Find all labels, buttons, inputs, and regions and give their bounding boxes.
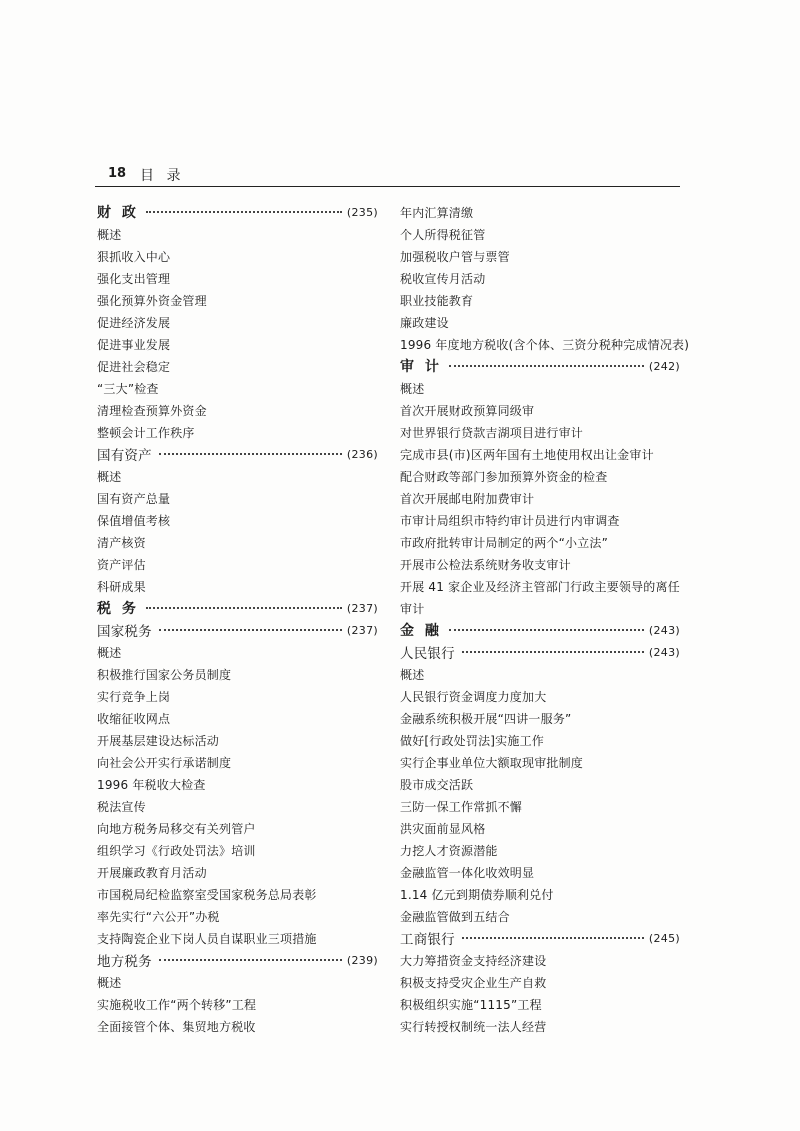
toc-entry-title: 支持陶瓷企业下岗人员自谋职业三项措施 bbox=[97, 931, 317, 946]
toc-entry bbox=[400, 575, 680, 597]
toc-entry bbox=[97, 883, 378, 905]
toc-entry-title: 开展廉政教育月活动 bbox=[97, 865, 207, 880]
toc-entry bbox=[97, 399, 378, 421]
toc-entry bbox=[400, 377, 680, 399]
toc-entry bbox=[97, 223, 378, 245]
toc-page-number: (245) bbox=[648, 931, 680, 945]
toc-entry-title: 税法宣传 bbox=[97, 799, 146, 814]
toc-column-right bbox=[400, 201, 690, 1037]
toc-entry-title: 收缩征收网点 bbox=[97, 711, 171, 726]
toc-entry bbox=[97, 245, 378, 267]
toc-entry-title: 促进经济发展 bbox=[97, 315, 171, 330]
toc-entry-title: 年内汇算清缴 bbox=[400, 205, 474, 220]
toc-entry bbox=[97, 685, 378, 707]
toc-entry-title: 开展 41 家企业及经济主管部门行政主要领导的离任 bbox=[400, 579, 680, 594]
toc-entry-title: 开展基层建设达标活动 bbox=[97, 733, 220, 748]
toc-entry bbox=[97, 641, 378, 663]
toc-entry-title: 全面接管个体、集贸地方税收 bbox=[97, 1019, 256, 1034]
toc-entry bbox=[400, 729, 680, 751]
toc-entry-title: 税收宣传月活动 bbox=[400, 271, 486, 286]
toc-entry-title: 清产核资 bbox=[97, 535, 146, 550]
toc-entry bbox=[400, 245, 680, 267]
toc-entry-title: 市政府批转审计局制定的两个“小立法” bbox=[400, 535, 609, 550]
toc-entry bbox=[400, 465, 680, 487]
toc-page-number: (243) bbox=[648, 645, 680, 659]
toc-entry bbox=[400, 949, 680, 971]
toc-entry bbox=[97, 861, 378, 883]
toc-entry bbox=[400, 531, 680, 553]
dot-leader bbox=[146, 607, 342, 609]
toc-entry-title: 积极推行国家公务员制度 bbox=[97, 667, 232, 682]
dot-leader bbox=[449, 629, 644, 631]
toc-entry bbox=[97, 1015, 378, 1037]
toc-entry bbox=[400, 333, 690, 355]
toc-heading bbox=[97, 443, 378, 465]
toc-heading-title: 审 计 bbox=[400, 359, 442, 375]
toc-entry-title: 保值增值考核 bbox=[97, 513, 171, 528]
toc-entry bbox=[400, 509, 680, 531]
toc-entry-title: 金融监管做到五结合 bbox=[400, 909, 510, 924]
toc-heading bbox=[400, 927, 680, 949]
toc-entry bbox=[97, 839, 378, 861]
toc-entry bbox=[97, 707, 378, 729]
dot-leader bbox=[159, 453, 342, 455]
toc-heading bbox=[400, 355, 680, 377]
toc-entry bbox=[400, 289, 680, 311]
toc-entry bbox=[97, 311, 378, 333]
toc-entry bbox=[400, 399, 680, 421]
toc-entry bbox=[400, 993, 680, 1015]
toc-entry-title: 狠抓收入中心 bbox=[97, 249, 171, 264]
toc-heading-title: 地方税务 bbox=[97, 954, 152, 970]
toc-entry-title: 市审计局组织市特约审计员进行内审调查 bbox=[400, 513, 620, 528]
toc-entry-title: 实行企事业单位大额取现审批制度 bbox=[400, 755, 584, 770]
toc-entry bbox=[97, 487, 378, 509]
toc-entry bbox=[97, 817, 378, 839]
toc-entry bbox=[400, 487, 680, 509]
dot-leader bbox=[159, 629, 342, 631]
toc-heading-title: 国家税务 bbox=[97, 624, 152, 640]
toc-entry-title: 大力筹措资金支持经济建设 bbox=[400, 953, 547, 968]
toc-entry bbox=[400, 443, 680, 465]
dot-leader bbox=[449, 365, 644, 367]
toc-entry-title: 促进事业发展 bbox=[97, 337, 171, 352]
toc-entry-title: 积极支持受灾企业生产自救 bbox=[400, 975, 547, 990]
toc-entry-title: 组织学习《行政处罚法》培训 bbox=[97, 843, 256, 858]
toc-entry-title: 审计 bbox=[400, 601, 425, 616]
toc-page-number: (237) bbox=[346, 601, 378, 615]
toc-entry-title: 积极组织实施“1115”工程 bbox=[400, 997, 542, 1012]
toc-entry-title: 向地方税务局移交有关列管户 bbox=[97, 821, 256, 836]
toc-entry bbox=[97, 905, 378, 927]
toc-entry bbox=[400, 773, 680, 795]
toc-entry bbox=[400, 597, 680, 619]
toc-entry bbox=[97, 333, 378, 355]
toc-heading-title: 税 务 bbox=[97, 601, 139, 617]
toc-entry bbox=[97, 531, 378, 553]
toc-entry-title: 个人所得税征管 bbox=[400, 227, 486, 242]
toc-entry bbox=[97, 421, 378, 443]
toc-entry-title: 实施税收工作“两个转移”工程 bbox=[97, 997, 257, 1012]
dot-leader bbox=[159, 959, 342, 961]
toc-page-number: (236) bbox=[346, 447, 378, 461]
toc-entry-title: “三大”检查 bbox=[97, 381, 159, 396]
toc-entry-title: 做好[行政处罚法]实施工作 bbox=[400, 733, 544, 748]
toc-entry-title: 概述 bbox=[97, 227, 122, 242]
toc-heading-title: 人民银行 bbox=[400, 646, 455, 662]
toc-entry bbox=[400, 883, 680, 905]
toc-heading-title: 金 融 bbox=[400, 623, 442, 639]
toc-entry bbox=[400, 685, 680, 707]
toc-heading bbox=[97, 597, 378, 619]
toc-entry-title: 加强税收户管与票管 bbox=[400, 249, 510, 264]
toc-entry bbox=[97, 663, 378, 685]
toc-entry bbox=[97, 795, 378, 817]
toc-column-left bbox=[97, 201, 378, 1037]
toc-entry bbox=[97, 553, 378, 575]
header-page-number: 18 bbox=[108, 166, 127, 181]
toc-page-number: (243) bbox=[648, 623, 680, 637]
toc-entry bbox=[400, 663, 680, 685]
toc-entry-title: 开展市公检法系统财务收支审计 bbox=[400, 557, 571, 572]
toc-entry-title: 向社会公开实行承诺制度 bbox=[97, 755, 232, 770]
toc-entry bbox=[97, 575, 378, 597]
toc-entry-title: 廉政建设 bbox=[400, 315, 449, 330]
toc-entry bbox=[97, 267, 378, 289]
toc-heading-title: 工商银行 bbox=[400, 932, 455, 948]
toc-entry bbox=[400, 795, 680, 817]
toc-entry bbox=[97, 289, 378, 311]
toc-entry-title: 力挖人才资源潜能 bbox=[400, 843, 498, 858]
toc-entry bbox=[400, 421, 680, 443]
toc-entry bbox=[400, 971, 680, 993]
toc-entry-title: 股市成交活跃 bbox=[400, 777, 474, 792]
toc-entry-title: 三防一保工作常抓不懈 bbox=[400, 799, 523, 814]
toc-heading-title: 财 政 bbox=[97, 205, 139, 221]
toc-entry-title: 促进社会稳定 bbox=[97, 359, 171, 374]
toc-entry bbox=[400, 707, 680, 729]
toc-entry bbox=[400, 553, 680, 575]
toc-heading bbox=[97, 201, 378, 223]
toc-heading bbox=[97, 949, 378, 971]
toc-entry-title: 1996 年度地方税收(含个体、三资分税种完成情况表) bbox=[400, 337, 690, 352]
toc-entry bbox=[400, 201, 680, 223]
toc-heading bbox=[400, 619, 680, 641]
toc-heading bbox=[400, 641, 680, 663]
toc-entry bbox=[97, 927, 378, 949]
toc-entry-title: 实行竞争上岗 bbox=[97, 689, 171, 704]
toc-entry-title: 洪灾面前显风格 bbox=[400, 821, 486, 836]
toc-entry-title: 实行转授权制统一法人经营 bbox=[400, 1019, 547, 1034]
toc-entry-title: 职业技能教育 bbox=[400, 293, 474, 308]
toc-entry bbox=[400, 311, 680, 333]
toc-entry-title: 清理检查预算外资金 bbox=[97, 403, 207, 418]
toc-entry bbox=[97, 993, 378, 1015]
toc-entry bbox=[97, 729, 378, 751]
toc-entry bbox=[97, 971, 378, 993]
toc-entry-title: 金融系统积极开展“四讲一服务” bbox=[400, 711, 572, 726]
toc-page-number: (242) bbox=[648, 359, 680, 373]
toc-entry bbox=[97, 509, 378, 531]
toc-entry bbox=[97, 751, 378, 773]
toc-page-number: (237) bbox=[346, 623, 378, 637]
toc-heading bbox=[97, 619, 378, 641]
toc-entry-title: 科研成果 bbox=[97, 579, 146, 594]
toc-entry bbox=[400, 1015, 680, 1037]
header-rule bbox=[95, 186, 680, 187]
toc-entry bbox=[400, 861, 680, 883]
toc-page-number: (235) bbox=[346, 205, 378, 219]
toc-page-number: (239) bbox=[346, 953, 378, 967]
toc-entry bbox=[400, 267, 680, 289]
toc-entry-title: 配合财政等部门参加预算外资金的检查 bbox=[400, 469, 608, 484]
toc-entry bbox=[97, 355, 378, 377]
toc-entry bbox=[400, 751, 680, 773]
toc-entry bbox=[97, 773, 378, 795]
dot-leader bbox=[146, 211, 342, 213]
toc-entry-title: 资产评估 bbox=[97, 557, 146, 572]
toc-entry-title: 国有资产总量 bbox=[97, 491, 171, 506]
toc-entry-title: 率先实行“六公开”办税 bbox=[97, 909, 220, 924]
toc-entry-title: 概述 bbox=[97, 645, 122, 660]
toc-entry bbox=[97, 465, 378, 487]
toc-entry-title: 概述 bbox=[97, 469, 122, 484]
toc-entry-title: 完成市县(市)区两年国有土地使用权出让金审计 bbox=[400, 447, 654, 462]
toc-heading-title: 国有资产 bbox=[97, 448, 152, 464]
toc-entry-title: 强化预算外资金管理 bbox=[97, 293, 207, 308]
toc-entry-title: 概述 bbox=[97, 975, 122, 990]
toc-entry bbox=[400, 223, 680, 245]
toc-entry-title: 1.14 亿元到期债券顺利兑付 bbox=[400, 887, 554, 902]
header-title: 目 录 bbox=[140, 168, 185, 184]
toc-entry bbox=[400, 817, 680, 839]
toc-entry-title: 整顿会计工作秩序 bbox=[97, 425, 195, 440]
dot-leader bbox=[462, 937, 644, 939]
toc-entry-title: 1996 年税收大检查 bbox=[97, 777, 206, 792]
toc-entry bbox=[97, 377, 378, 399]
dot-leader bbox=[462, 651, 644, 653]
toc-entry-title: 强化支出管理 bbox=[97, 271, 171, 286]
toc-entry-title: 首次开展邮电附加费审计 bbox=[400, 491, 535, 506]
toc-entry-title: 概述 bbox=[400, 381, 425, 396]
toc-entry-title: 金融监管一体化收效明显 bbox=[400, 865, 535, 880]
toc-entry bbox=[400, 839, 680, 861]
toc-entry-title: 人民银行资金调度力度加大 bbox=[400, 689, 547, 704]
toc-entry-title: 首次开展财政预算同级审 bbox=[400, 403, 535, 418]
toc-entry-title: 市国税局纪检监察室受国家税务总局表彰 bbox=[97, 887, 317, 902]
toc-entry-title: 对世界银行贷款吉湖项目进行审计 bbox=[400, 425, 584, 440]
toc-entry bbox=[400, 905, 680, 927]
toc-entry-title: 概述 bbox=[400, 667, 425, 682]
